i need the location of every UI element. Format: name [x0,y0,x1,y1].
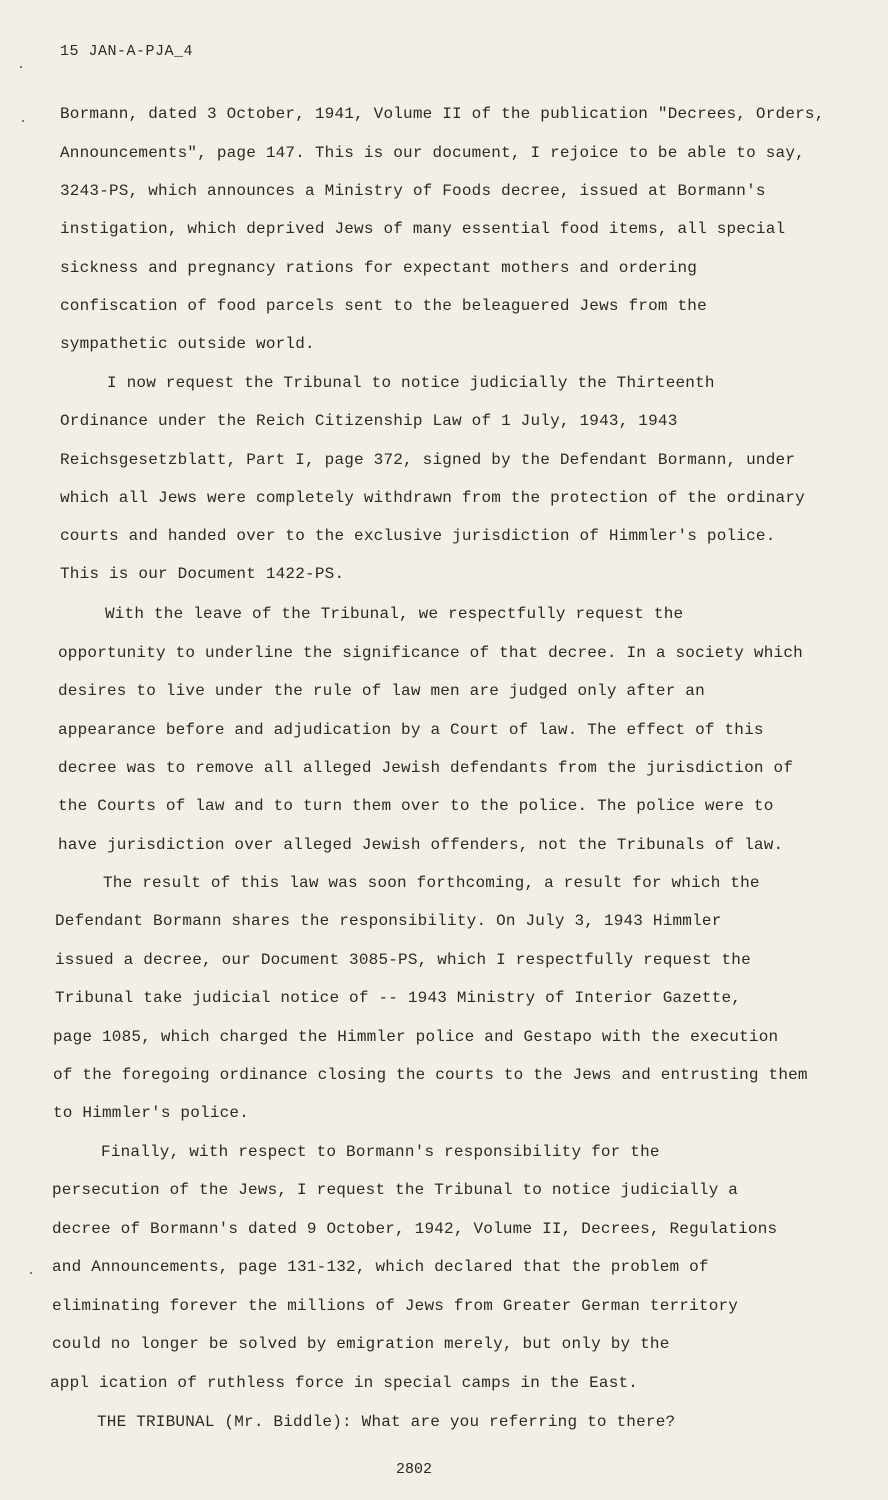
text-line: issued a decree, our Document 3085-PS, which I respectfully request the [55,951,751,969]
text-line: Announcements", page 147. This is our document, I rejoice to be able to say, [60,144,805,162]
text-line: With the leave of the Tribunal, we respectfully request the [105,605,684,623]
document-reference: 15 JAN-A-PJA_4 [60,43,194,60]
text-line: Ordinance under the Reich Citizenship Law of 1 July, 1943, 1943 [60,412,678,430]
text-line: the Courts of law and to turn them over to the police. The police were to [58,797,774,815]
text-line: sympathetic outside world. [60,335,315,353]
text-line: The result of this law was soon forthcoming, a result for which the [103,874,760,892]
text-line: courts and handed over to the exclusive jurisdiction of Himmler's police. [60,527,776,545]
text-line: eliminating forever the millions of Jews from Greater German territory [52,1297,739,1315]
text-line: I now request the Tribunal to notice judicially the Thirteenth [107,374,715,392]
text-line: Defendant Bormann shares the responsibility. On July 3, 1943 Himmler [55,912,722,930]
text-line: Tribunal take judicial notice of -- 1943 Ministry of Interior Gazette, [55,989,742,1007]
paper-speck [22,120,24,122]
text-line: which all Jews were completely withdrawn from the protection of the ordinary [60,489,805,507]
text-line: persecution of the Jews, I request the Tribunal to notice judicially a [52,1181,739,1199]
text-line: opportunity to underline the significance of that decree. In a society which [58,644,803,662]
text-line: sickness and pregnancy rations for expectant mothers and ordering [60,259,698,277]
text-line: decree was to remove all alleged Jewish defendants from the jurisdiction of [58,759,794,777]
paper-speck [30,1272,32,1274]
text-line: THE TRIBUNAL (Mr. Biddle): What are you referring to there? [97,1413,676,1431]
text-line: desires to live under the rule of law men are judged only after an [58,682,705,700]
text-line: and Announcements, page 131-132, which declared that the problem of [52,1258,709,1276]
text-line: decree of Bormann's dated 9 October, 1942, Volume II, Decrees, Regulations [52,1220,778,1238]
text-line: could no longer be solved by emigration merely, but only by the [52,1335,670,1353]
text-line: Bormann, dated 3 October, 1941, Volume II of the publication "Decrees, Orders, [60,105,825,123]
text-line: 3243-PS, which announces a Ministry of Foods decree, issued at Bormann's [60,182,766,200]
text-line: Finally, with respect to Bormann's responsibility for the [101,1143,660,1161]
text-line: This is our Document 1422-PS. [60,565,345,583]
text-line: confiscation of food parcels sent to the beleaguered Jews from the [60,297,707,315]
text-line: appearance before and adjudication by a Court of law. The effect of this [58,721,764,739]
text-line: to Himmler's police. [53,1104,250,1122]
text-line: of the foregoing ordinance closing the courts to the Jews and entrusting them [53,1066,808,1084]
paper-speck [20,66,22,68]
text-line: appl ication of ruthless force in special camps in the East. [50,1374,639,1392]
text-line: Reichsgesetzblatt, Part I, page 372, signed by the Defendant Bormann, under [60,451,796,469]
text-line: have jurisdiction over alleged Jewish offenders, not the Tribunals of law. [58,836,784,854]
page-number: 2802 [395,1461,432,1478]
text-line: page 1085, which charged the Himmler police and Gestapo with the execution [53,1028,779,1046]
text-line: instigation, which deprived Jews of many essential food items, all special [60,220,786,238]
